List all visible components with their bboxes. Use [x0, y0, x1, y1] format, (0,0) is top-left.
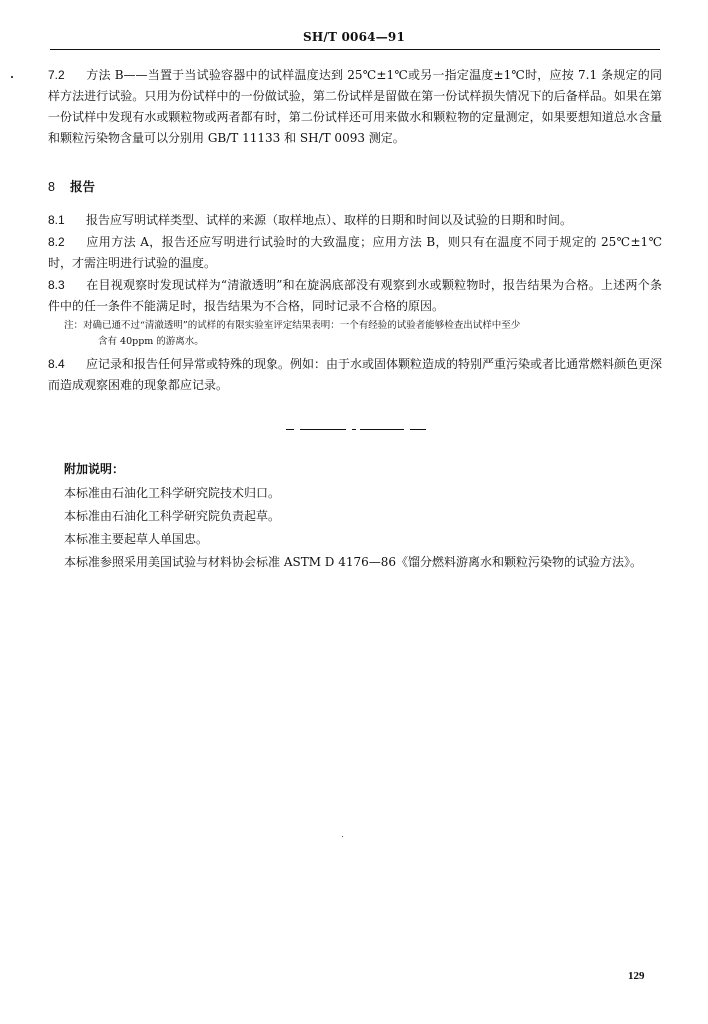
section-8-4: [48, 354, 662, 396]
end-of-text-divider: [286, 426, 426, 434]
section-7-2: [48, 65, 662, 149]
section-text: 报告应写明试样类型、试样的来源（取样地点）、取样的日期和时间以及试验的日期和时间。: [86, 213, 573, 227]
section-number: 8.3: [48, 278, 65, 292]
section-8-3: [48, 275, 662, 317]
header-rule: [50, 49, 660, 50]
note-line: 含有 40ppm 的游离水。: [98, 336, 204, 347]
section-number: 8.1: [48, 213, 65, 227]
section-number: 8.4: [48, 357, 65, 371]
document-code-header: SH/T 0064—91: [303, 30, 405, 44]
note-line: 注：对确已通不过“清澈透明”的试样的有限实验室评定结果表明：一个有经验的试验者能够检查出试样中至少: [64, 320, 521, 331]
appendix-line: 本标准参照采用美国试验与材料协会标准 ASTM D 4176—86《馏分燃料游离水和颗粒污染物的试验方法》。: [64, 555, 643, 569]
section-text: 应用方法 A，报告还应写明进行试验时的大致温度；应用方法 B，则只有在温度不同于规定的 25℃±1℃时，才需注明进行试验的温度。: [48, 235, 662, 270]
section-8-1: [48, 210, 662, 231]
appendix-line: 本标准由石油化工科学研究院技术归口。: [64, 486, 281, 500]
section-text: 方法 B——当置于当试验容器中的试样温度达到 25℃±1℃或另一指定温度±1℃时，应按 7.1 条规定的同样方法进行试验。只用为份试样中的一份做试验，第二份试样是留做在第一份试样损失情况下的后备样品。如果在第一份试样中发现有水或颗粒物或两者都有时，第二份试样还可用来做水和颗粒物的定量测定，如果要想知道总水含量和颗粒污染物含量可以分别用 GB/T 11133 和 SH/T 0093 测定。: [48, 68, 662, 145]
section-text: 应记录和报告任何异常或特殊的现象。例如：由于水或固体颗粒造成的特别严重污染或者比通常燃料颜色更深而造成观察困难的现象都应记录。: [48, 357, 663, 392]
note-block: [64, 318, 664, 350]
section-number: 8: [48, 180, 55, 194]
section-number: 7.2: [48, 68, 65, 82]
section-8-heading: [48, 177, 95, 195]
appendix-line: 本标准主要起草人单国忠。: [64, 532, 209, 546]
page-number: 129: [628, 970, 645, 982]
section-8-2: [48, 232, 662, 274]
scan-speck: [11, 76, 13, 78]
appendix-lines: [64, 482, 664, 574]
section-title: 报告: [70, 179, 96, 194]
appendix-title: 附加说明：: [64, 462, 125, 476]
section-number: 8.2: [48, 235, 65, 249]
appendix-line: 本标准由石油化工科学研究院负责起草。: [64, 509, 281, 523]
scan-speck: [342, 836, 343, 837]
section-text: 在目视观察时发现试样为“清澈透明”和在旋涡底部没有观察到水或颗粒物时，报告结果为合格。上述两个条件中的任一条件不能满足时，报告结果为不合格，同时记录不合格的原因。: [48, 278, 662, 313]
